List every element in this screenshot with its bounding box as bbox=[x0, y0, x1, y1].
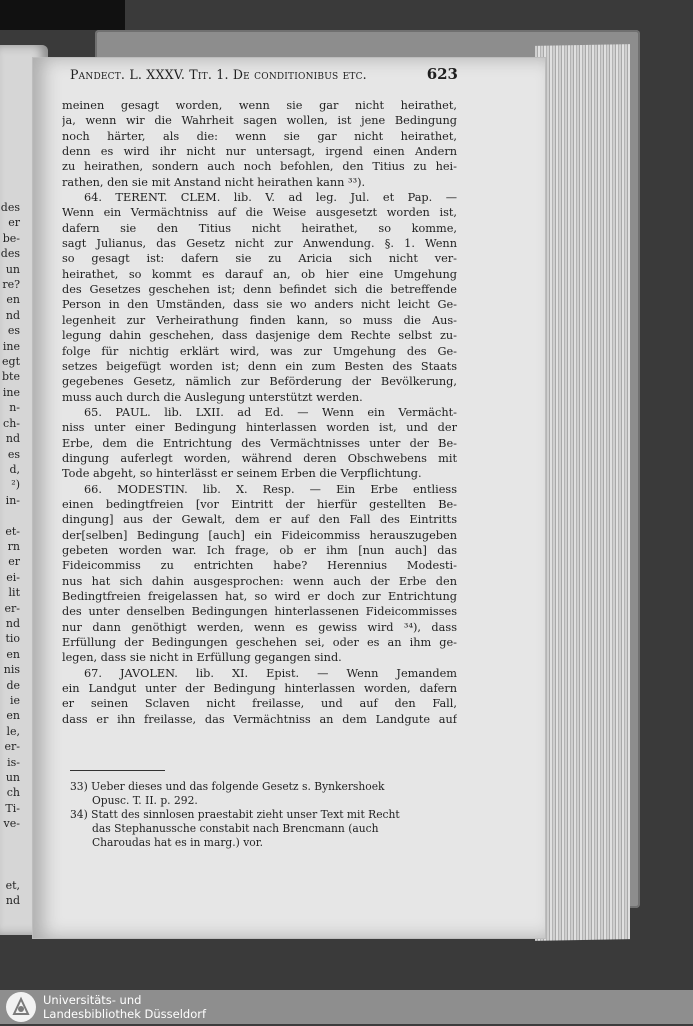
footnote-rule bbox=[70, 770, 165, 771]
text-line: nur dann genöthigt werden, wenn es gewiss wird ³⁴), dass bbox=[62, 620, 457, 634]
text-line: setzes beigefügt worden ist; denn ein zum Besten des Staats bbox=[62, 359, 457, 373]
footnote-line: 33) Ueber dieses und das folgende Gesetz s. Bynkershoek bbox=[70, 780, 385, 793]
left-page-fragment: de bbox=[6, 678, 20, 692]
left-page-fragment: ch bbox=[6, 786, 20, 800]
footnote-line: Opusc. T. II. p. 292. bbox=[92, 794, 198, 808]
text-line: rathen, den sie mit Anstand nicht heirathen kann ³³). bbox=[62, 175, 366, 189]
text-line: dass er ihn freilasse, das Vermächtniss an dem Landgute auf bbox=[62, 712, 457, 726]
text-line: noch härter, als die: wenn sie gar nicht heirathet, bbox=[62, 129, 457, 143]
left-page-fragment: es bbox=[7, 447, 20, 461]
text-line: 65. PAUL. lib. LXII. ad Ed. — Wenn ein Vermächt- bbox=[84, 405, 457, 419]
left-page-fragment: ve- bbox=[3, 817, 20, 831]
text-line: Tode abgeht, so hinterlässt er seinem Erben die Verpflichtung. bbox=[62, 467, 422, 481]
left-page-fragment bbox=[0, 862, 20, 877]
left-page-fragment: le, bbox=[6, 724, 20, 738]
left-page-fragment: et, bbox=[5, 878, 20, 892]
page-number: 623 bbox=[426, 65, 458, 83]
left-page-fragment: Ti- bbox=[5, 801, 20, 815]
library-logo-icon bbox=[6, 992, 36, 1022]
left-page-fragment: en bbox=[6, 709, 20, 723]
left-page-fragment: en bbox=[6, 293, 20, 307]
running-head: Pandect. L. XXXV. Tit. 1. De conditionibus etc. bbox=[70, 67, 367, 82]
text-line: legenheit zur Verheirathung finden kann, so muss die Aus- bbox=[62, 313, 457, 327]
footnote-line: 34) Statt des sinnlosen praestabit zieht unser Text mit Recht bbox=[70, 808, 400, 822]
left-page-fragment: ²) bbox=[11, 478, 20, 492]
left-page-fragment: ine bbox=[2, 339, 20, 353]
left-page-fragment: er- bbox=[4, 740, 20, 754]
text-line: Erfüllung der Bedingungen geschehen sei, oder es an ihm ge- bbox=[62, 636, 457, 650]
left-page-fragment: is- bbox=[7, 755, 20, 769]
left-page-fragment: er- bbox=[4, 601, 20, 615]
text-line: dingung] aus der Gewalt, dem er auf den Fall des Eintritts bbox=[62, 513, 457, 527]
left-page-fragment bbox=[0, 832, 20, 847]
text-line: 64. TERENT. CLEM. lib. V. ad leg. Jul. et Pap. — bbox=[84, 191, 457, 205]
text-line: dafern sie den Titius nicht heirathet, so komme, bbox=[62, 221, 457, 235]
text-line: zu heirathen, sondern auch noch befohlen, den Titius zu hei- bbox=[62, 160, 457, 174]
text-line: meinen gesagt worden, wenn sie gar nicht heirathet, bbox=[62, 99, 457, 112]
left-page-fragment: nd bbox=[5, 432, 20, 446]
footnote-line: das Stephanussche constabit nach Brencmann (auch bbox=[92, 822, 379, 836]
left-page-fragment: er bbox=[8, 555, 20, 569]
left-page-fragment: in- bbox=[5, 493, 20, 507]
footnotes bbox=[70, 780, 458, 850]
left-page-fragment: rn bbox=[7, 539, 20, 553]
left-page-fragment: nd bbox=[5, 894, 20, 908]
text-line: Erbe, dem die Entrichtung des Vermächtnisses unter der Be- bbox=[62, 436, 457, 450]
left-page-fragment: er bbox=[8, 216, 20, 230]
library-footer-bar bbox=[0, 990, 693, 1024]
text-line: so gesagt ist: dafern sie zu Aricia sich nicht ver- bbox=[62, 252, 457, 266]
background-shadow bbox=[0, 0, 125, 30]
text-line: gegebenes Gesetz, nämlich zur Beförderung der Bevölkerung, bbox=[62, 375, 457, 389]
left-page-fragment: d, bbox=[9, 462, 20, 476]
text-line: des unter denselben Bedingungen hinterlassenen Fideicommisses bbox=[62, 605, 457, 619]
text-line: er seinen Sclaven nicht freilasse, und auf den Fall, bbox=[62, 697, 457, 711]
text-line: ein Landgut unter der Bedingung hinterlassen worden, dafern bbox=[62, 682, 457, 696]
text-line: muss auch durch die Auslegung unterstützt werden. bbox=[62, 390, 363, 404]
text-line: heirathet, so kommt es darauf an, ob hier eine Umgehung bbox=[62, 267, 457, 281]
left-page-fragment: ine bbox=[2, 385, 20, 399]
text-line: nus hat sich dahin ausgesprochen: wenn auch der Erbe den bbox=[62, 574, 457, 588]
left-page-fragment: es bbox=[7, 324, 20, 338]
left-page-fragment: egt bbox=[2, 355, 20, 369]
left-page-fragment: nd bbox=[5, 308, 20, 322]
left-page-fragment: un bbox=[5, 771, 20, 785]
text-line: Wenn ein Vermächtniss auf die Weise ausgesetzt worden ist, bbox=[62, 206, 457, 220]
text-line: Person in den Umständen, dass sie wo anders nicht leicht Ge- bbox=[62, 298, 457, 312]
institution-line-1: Universitäts- und bbox=[43, 993, 142, 1007]
left-page-fragment: en bbox=[6, 647, 20, 661]
text-line: folge für nichtig erklärt wird, was zur Umgehung des Ge- bbox=[62, 344, 457, 358]
text-line: sagt Julianus, das Gesetz nicht zur Anwendung. §. 1. Wenn bbox=[62, 237, 457, 251]
left-page-fragment: re? bbox=[2, 278, 20, 292]
left-page-fragment: lit bbox=[8, 586, 20, 600]
text-line: 67. JAVOLEN. lib. XI. Epist. — Wenn Jemandem bbox=[84, 666, 457, 680]
text-line: gebeten worden war. Ich frage, ob er ihm [nun auch] das bbox=[62, 543, 457, 557]
left-page-fragment: un bbox=[5, 262, 20, 276]
page-edges bbox=[535, 44, 630, 941]
left-page-fragment: tio bbox=[5, 632, 20, 646]
left-page-fragment: nis bbox=[3, 663, 20, 677]
main-text bbox=[62, 98, 457, 727]
left-page-fragment: des bbox=[0, 201, 20, 214]
left-page-text-fragments bbox=[0, 200, 20, 909]
institution-name bbox=[43, 993, 206, 1021]
left-page-fragment bbox=[0, 508, 20, 523]
text-line: Fideicommiss zu entrichten habe? Herennius Modesti- bbox=[62, 559, 457, 573]
left-page-fragment: et- bbox=[5, 524, 20, 538]
text-line: der[selben] Bedingung [auch] ein Fideicommiss herauszugeben bbox=[62, 528, 457, 542]
left-page-fragment: ie bbox=[9, 694, 20, 707]
institution-line-2: Landesbibliothek Düsseldorf bbox=[43, 1007, 207, 1021]
left-page-fragment: nd bbox=[5, 616, 20, 630]
text-line: niss unter einer Bedingung hinterlassen worden ist, und der bbox=[62, 421, 457, 435]
left-page-fragment: des bbox=[0, 247, 20, 261]
text-line: ja, wenn wir die Wahrheit sagen wollen, ist jene Bedingung bbox=[62, 114, 457, 128]
text-line: legen, dass sie nicht in Erfüllung gegangen sind. bbox=[62, 651, 342, 665]
footnote-line: Charoudas hat es in marg.) vor. bbox=[92, 836, 264, 850]
left-page-fragment: be- bbox=[2, 231, 20, 245]
text-line: des Gesetzes geschehen ist; denn befindet sich die betreffende bbox=[62, 283, 457, 297]
left-page-fragment: n- bbox=[9, 401, 20, 415]
text-line: legung dahin geschehen, dass dasjenige dem Rechte selbst zu- bbox=[62, 329, 457, 343]
text-line: 66. MODESTIN. lib. X. Resp. — Ein Erbe entliess bbox=[84, 482, 457, 496]
text-line: denn es wird ihr nicht nur untersagt, irgend einen Andern bbox=[62, 145, 457, 159]
left-page-fragment: bte bbox=[2, 370, 20, 384]
text-line: Bedingtfreien freigelassen hat, so wird er doch zur Entrichtung bbox=[62, 590, 457, 603]
left-page-fragment: ch- bbox=[3, 416, 20, 430]
text-line: dingung auferlegt worden, während deren Obschwebens mit bbox=[62, 451, 457, 465]
left-page-fragment bbox=[0, 847, 20, 862]
left-page-fragment: ei- bbox=[6, 570, 20, 584]
text-line: einen bedingtfreien [vor Eintritt der hierfür gestellten Be- bbox=[62, 497, 457, 511]
page-header bbox=[70, 67, 458, 87]
